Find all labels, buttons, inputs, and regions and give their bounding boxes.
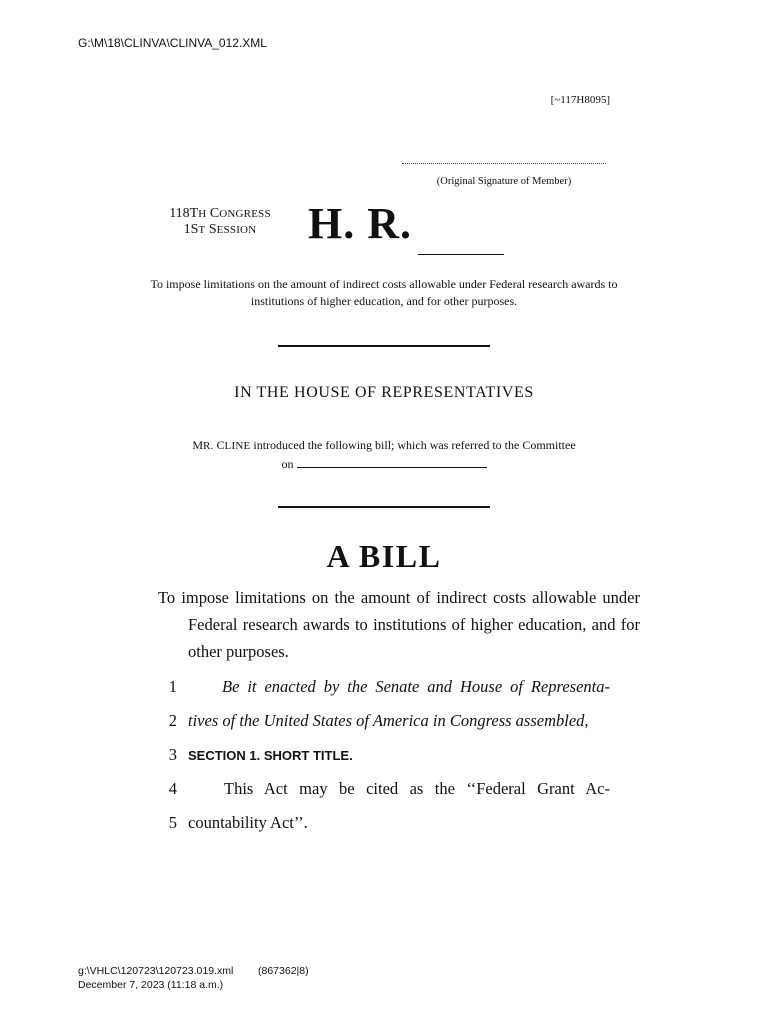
session-line-text: 1ST SESSION bbox=[183, 222, 257, 237]
line-number: 1 bbox=[168, 677, 177, 696]
congress-line bbox=[140, 206, 300, 222]
divider-rule bbox=[278, 345, 490, 347]
footer-file-path: g:\VHLC\120723\120723.019.xml bbox=[78, 965, 234, 977]
committee-on-label: on bbox=[281, 457, 294, 471]
committee-blank bbox=[297, 455, 487, 468]
draft-code: [~117H8095] bbox=[550, 94, 610, 106]
file-path: G:\M\18\CLINVA\CLINVA_012.XML bbox=[78, 36, 267, 50]
line-number: 3 bbox=[168, 745, 177, 764]
bill-number-blank bbox=[418, 254, 504, 255]
footer-date: December 7, 2023 (11:18 a.m.) bbox=[78, 979, 224, 991]
house-heading: IN THE HOUSE OF REPRESENTATIVES bbox=[234, 384, 534, 401]
bill-heading: A BILL bbox=[326, 538, 442, 574]
congress-line-text: 118TH CONGRESS bbox=[169, 206, 271, 221]
divider-rule bbox=[278, 506, 490, 508]
enacting-clause-line: Be it enacted by the Senate and House of Representa- bbox=[222, 677, 610, 696]
long-title: To impose limitations on the amount of indirect costs allowable under Federal research awards to institutions of higher education, and for other purposes. bbox=[158, 588, 640, 661]
short-description: To impose limitations on the amount of indirect costs allowable under Federal research awards to institutions of higher education, and for other purposes. bbox=[150, 277, 618, 308]
introduction-paragraph bbox=[150, 436, 618, 473]
bill-number-label: H. R. bbox=[308, 199, 412, 248]
introduction-text: introduced the following bill; which was referred to the Committee bbox=[253, 438, 576, 452]
line-number: 2 bbox=[168, 711, 177, 730]
body-text-line: countability Act’’. bbox=[188, 813, 308, 832]
signature-line bbox=[402, 155, 606, 164]
line-number: 5 bbox=[168, 813, 177, 832]
line-number: 4 bbox=[168, 779, 177, 798]
footer-doc-code: (867362|8) bbox=[258, 965, 309, 977]
signature-caption: (Original Signature of Member) bbox=[436, 176, 572, 187]
session-line bbox=[140, 222, 300, 238]
enacting-clause-line: tives of the United States of America in Congress assembled, bbox=[188, 711, 589, 730]
sponsor-name: MR. CLINE bbox=[192, 438, 251, 452]
body-text-line: This Act may be cited as the ‘‘Federal Grant Ac- bbox=[224, 779, 610, 798]
congress-session-block bbox=[140, 206, 300, 238]
section-heading: SECTION 1. SHORT TITLE. bbox=[188, 748, 353, 763]
